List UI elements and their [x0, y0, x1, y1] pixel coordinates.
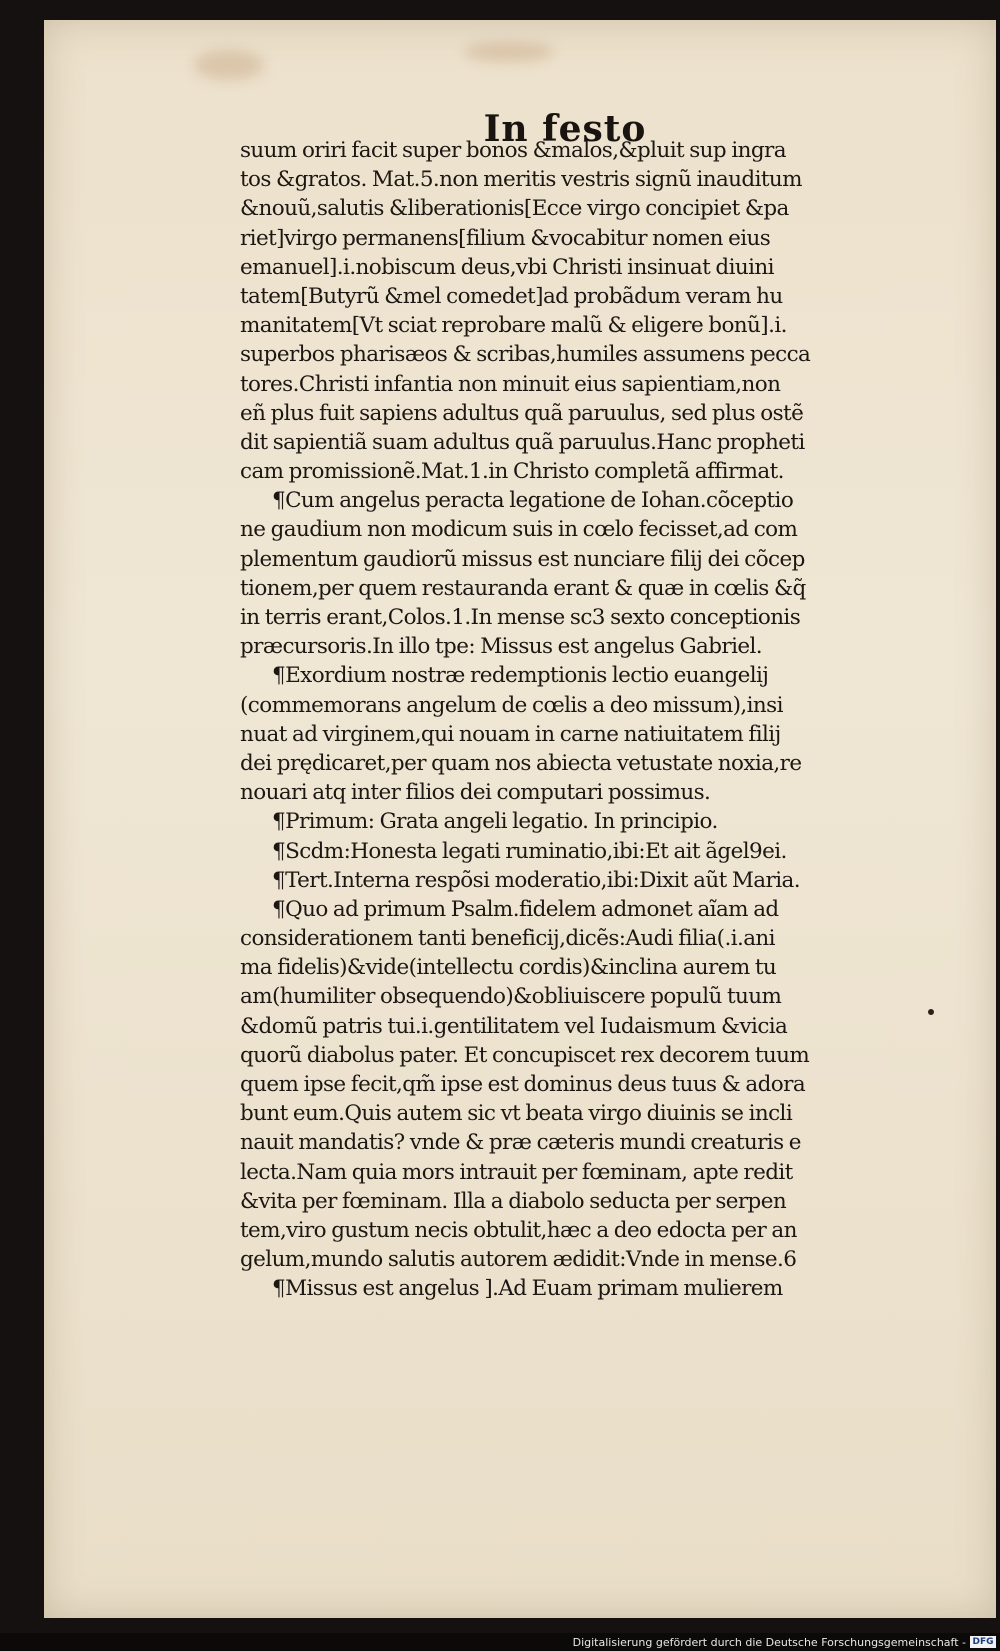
text-line: dei prędicaret,per quam nos abiecta vetustate noxia,re [240, 750, 802, 776]
paper-stain [194, 50, 264, 80]
text-line: nuat ad virginem,qui nouam in carne natiuitatem filij [240, 721, 781, 747]
text-line: am(humiliter obsequendo)&obliuiscere populũ tuum [240, 984, 782, 1010]
text-line: &domũ patris tui.i.gentilitatem vel Iudaismum &vicia [240, 1013, 788, 1039]
text-line: tem,viro gustum necis obtulit,hæc a deo edocta per an [240, 1217, 797, 1243]
text-line: tores.Christi infantia non minuit eius sapientiam,non [240, 371, 781, 397]
text-line: suum oriri facit super bonos &malos,&pluit sup ingra [240, 138, 786, 163]
funding-credit: Digitalisierung gefördert durch die Deutsche Forschungsgemeinschaft - [572, 1636, 966, 1649]
text-line: nauit mandatis? vnde & præ cæteris mundi creaturis e [240, 1130, 801, 1156]
text-line: emanuel].i.nobiscum deus,vbi Christi insinuat diuini [240, 254, 774, 280]
text-line: ¶Cum angelus peracta legatione de Iohan.cõceptio [272, 488, 794, 514]
text-line: superbos pharisæos & scribas,humiles assumens pecca [240, 342, 811, 368]
text-line: &vita per fœminam. Illa a diabolo seducta per serpen [240, 1188, 787, 1214]
text-line: ne gaudium non modicum suis in cœlo fecisset,ad com [240, 517, 798, 543]
text-line: ¶Scdm:Honesta legati ruminatio,ibi:Et ait ãgel9ei. [272, 838, 787, 864]
paper-stain [464, 42, 554, 62]
running-head: In festo [483, 108, 647, 150]
text-line: ma fidelis)&vide(intellectu cordis)&inclina aurem tu [240, 955, 777, 981]
text-line: considerationem tanti beneficij,dicẽs:Audi filia(.i.ani [240, 926, 775, 952]
footer-bar [0, 1633, 1000, 1651]
text-line: gelum,mundo salutis autorem ædidit:Vnde in mense.6 [240, 1247, 797, 1273]
text-line: bunt eum.Quis autem sic vt beata virgo diuinis se incli [240, 1101, 793, 1127]
text-line: nouari atq inter filios dei computari possimus. [240, 780, 711, 806]
text-line: ¶Primum: Grata angeli legatio. In principio. [272, 809, 718, 835]
text-line: tionem,per quem restauranda erant & quæ in cœlis &q̃ [240, 575, 806, 601]
text-line: plementum gaudiorũ missus est nunciare filij dei cõcep [240, 546, 805, 572]
text-line: manitatem[Vt sciat reprobare malũ & eligere bonũ].i. [240, 313, 787, 339]
text-line: ¶Missus est angelus ].Ad Euam primam mulierem [272, 1276, 783, 1302]
text-line: tos &gratos. Mat.5.non meritis vestris signũ inauditum [240, 167, 802, 193]
dfg-logo: DFG [970, 1636, 996, 1648]
text-line: riet]virgo permanens[filium &vocabitur nomen eius [240, 225, 771, 251]
text-line: quem ipse fecit,qm̃ ipse est dominus deus tuus & adora [240, 1072, 806, 1097]
text-line: quorũ diabolus pater. Et concupiscet rex decorem tuum [240, 1042, 810, 1068]
text-line: ¶Exordium nostræ redemptionis lectio euangelij [272, 663, 769, 689]
text-line: &nouũ,salutis &liberationis[Ecce virgo concipiet &pa [240, 196, 789, 222]
text-line: in terris erant,Colos.1.In mense sc3 sexto conceptionis [240, 605, 801, 630]
text-line: tatem[Butyrũ &mel comedet]ad probãdum veram hu [240, 283, 783, 309]
text-block [240, 136, 940, 1304]
text-line: eñ plus fuit sapiens adultus quã paruulus, sed plus ostẽ [240, 400, 804, 426]
text-line: ¶Tert.Interna respõsi moderatio,ibi:Dixit aũt Maria. [272, 867, 800, 893]
text-line: (commemorans angelum de cœlis a deo missum),insi [240, 692, 783, 718]
text-line: dit sapientiã suam adultus quã paruulus.Hanc propheti [240, 429, 805, 455]
text-line: ¶Quo ad primum Psalm.fidelem admonet aĩam ad [272, 896, 779, 922]
text-line: præcursoris.In illo tpe: Missus est angelus Gabriel. [240, 634, 762, 660]
text-line: lecta.Nam quia mors intrauit per fœminam, apte redit [240, 1159, 793, 1185]
text-line: cam promissionẽ.Mat.1.in Christo completã affirmat. [240, 459, 784, 485]
margin-mark [928, 1009, 934, 1015]
